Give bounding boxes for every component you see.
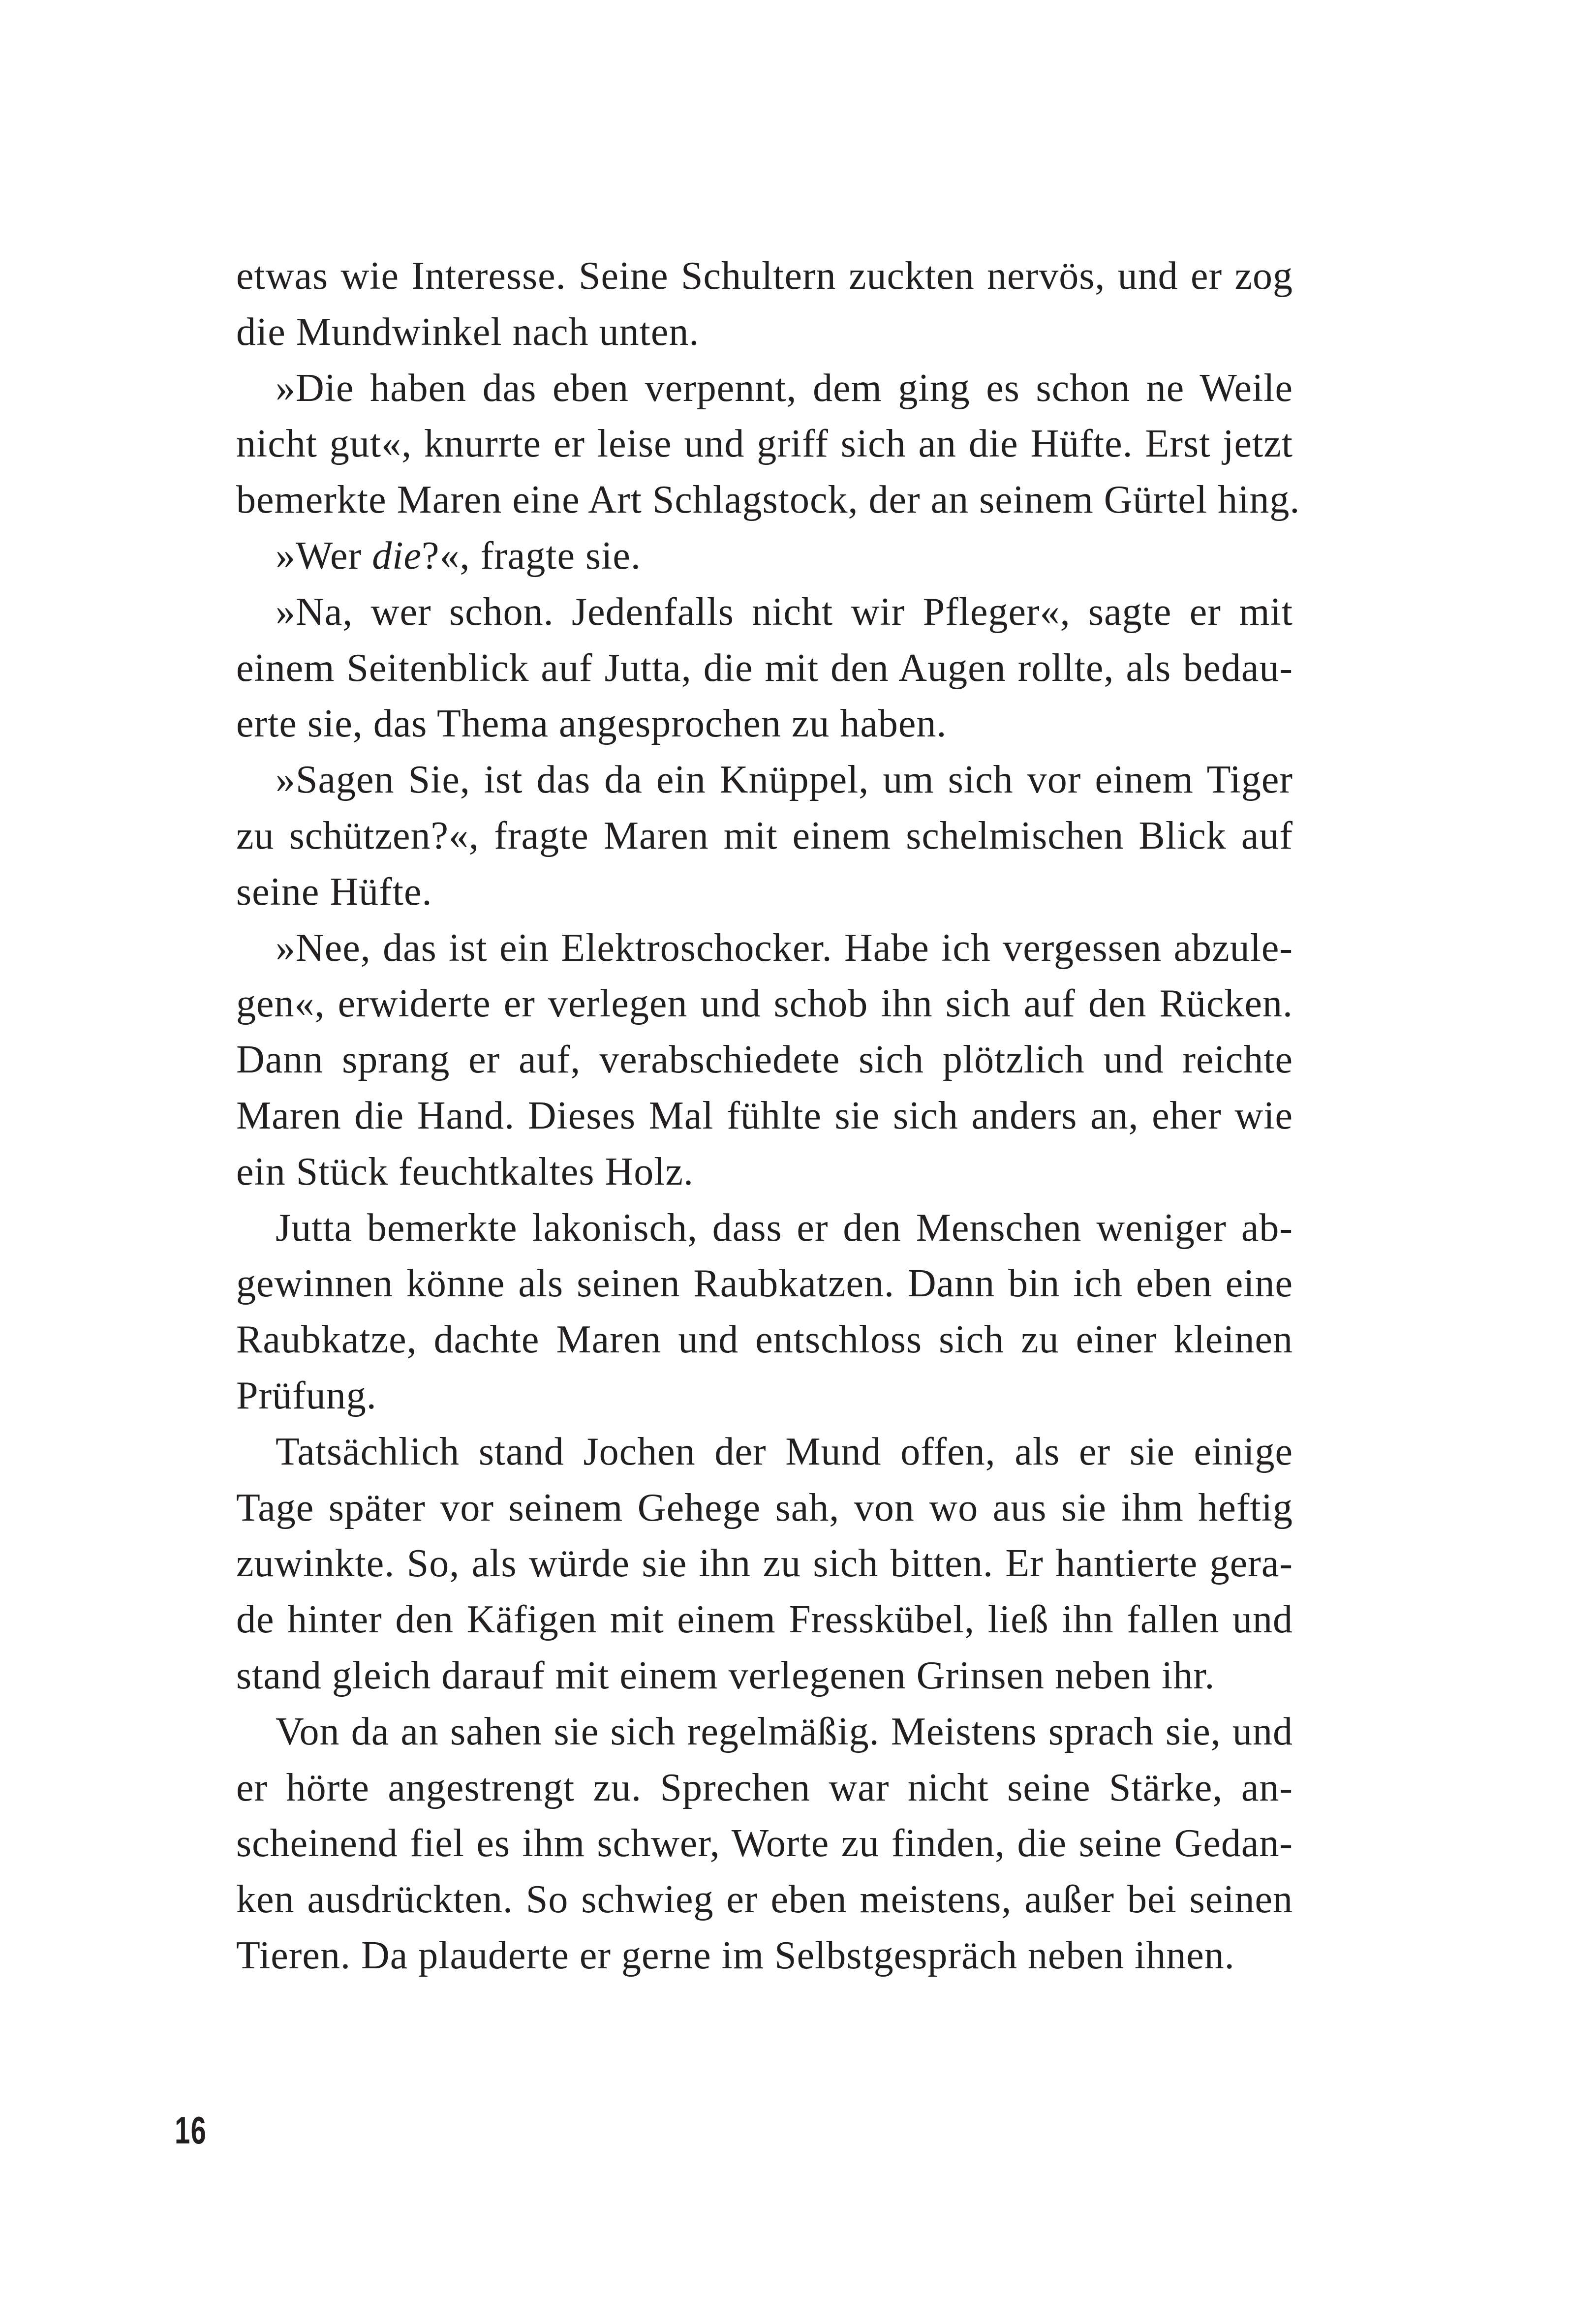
text-line: ken ausdrückten. So schwieg er eben meistens, außer bei seinen [236, 1878, 1293, 1922]
text-line: gen«, erwiderte er verlegen und schob ihn sich auf den Rücken. [236, 982, 1293, 1026]
text-line: »Na, wer schon. Jedenfalls nicht wir Pfleger«, sagte er mit [276, 590, 1293, 634]
text-line: nicht gut«, knurrte er leise und griff sich an die Hüfte. Erst jetzt [236, 422, 1293, 466]
text-line: die Mundwinkel nach unten. [236, 310, 700, 354]
text-line: zuwinkte. So, als würde sie ihn zu sich bitten. Er hantierte gera- [236, 1542, 1293, 1586]
text-line: erte sie, das Thema angesprochen zu haben. [236, 702, 947, 746]
text-line: einem Seitenblick auf Jutta, die mit den Augen rollte, als bedau- [236, 646, 1293, 690]
text-line: gewinnen könne als seinen Raubkatzen. Dann bin ich eben eine [236, 1262, 1293, 1306]
text-line: Maren die Hand. Dieses Mal fühlte sie sich anders an, eher wie [236, 1094, 1293, 1137]
text-line: »Sagen Sie, ist das da ein Knüppel, um sich vor einem Tiger [276, 758, 1293, 802]
text-line: Raubkatze, dachte Maren und entschloss sich zu einer kleinen [236, 1318, 1293, 1362]
page-number: 16 [175, 2109, 207, 2152]
text-line: Von da an sahen sie sich regelmäßig. Meistens sprach sie, und [276, 1710, 1293, 1753]
body-text [236, 248, 1300, 1984]
text-line: zu schützen?«, fragte Maren mit einem schelmischen Blick auf [236, 814, 1293, 857]
emphasized-word: die [372, 534, 422, 578]
text-line: Jutta bemerkte lakonisch, dass er den Menschen weniger ab- [276, 1206, 1293, 1250]
text-line: seine Hüfte. [236, 870, 432, 914]
text-line: scheinend fiel es ihm schwer, Worte zu finden, die seine Gedan- [236, 1822, 1293, 1865]
text-line: Tieren. Da plauderte er gerne im Selbstgespräch neben ihnen. [236, 1933, 1235, 1977]
text-segment: ?«, fragte sie. [421, 534, 641, 578]
text-line: etwas wie Interesse. Seine Schultern zuckten nervös, und er zog [236, 254, 1293, 298]
text-line: ein Stück feuchtkaltes Holz. [236, 1150, 694, 1193]
text-line: er hörte angestrengt zu. Sprechen war nicht seine Stärke, an- [236, 1766, 1293, 1809]
text-line: Tatsächlich stand Jochen der Mund offen, als er sie einige [276, 1430, 1293, 1473]
text-line: Tage später vor seinem Gehege sah, von wo aus sie ihm heftig [236, 1486, 1293, 1529]
text-line [236, 528, 1293, 584]
text-line: Prüfung. [236, 1374, 377, 1417]
text-line: »Die haben das eben verpennt, dem ging es schon ne Weile [276, 366, 1293, 410]
text-line: bemerkte Maren eine Art Schlagstock, der an seinem Gürtel hing. [236, 478, 1300, 522]
text-line: stand gleich darauf mit einem verlegenen Grinsen neben ihr. [236, 1653, 1215, 1697]
text-line: Dann sprang er auf, verabschiedete sich plötzlich und reichte [236, 1038, 1293, 1082]
text-segment: »Wer [276, 534, 372, 578]
text-line: »Nee, das ist ein Elektroschocker. Habe ich vergessen abzule- [276, 926, 1293, 970]
text-line: de hinter den Käfigen mit einem Fresskübel, ließ ihn fallen und [236, 1598, 1293, 1642]
